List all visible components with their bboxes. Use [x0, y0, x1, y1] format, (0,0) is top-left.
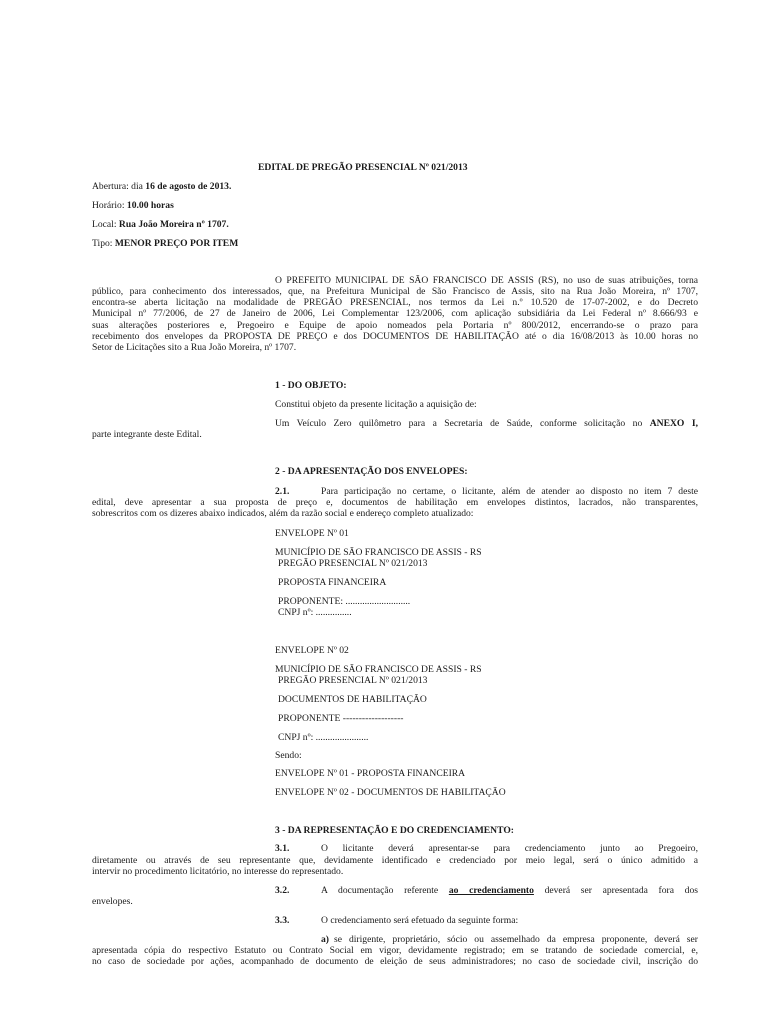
item-number-3-1: 3.1. — [275, 843, 290, 854]
sendo-label: Sendo: — [275, 750, 302, 761]
envelope-1-cnpj: CNPJ nº: ............... — [278, 607, 352, 618]
intro-line: público, para conhecimento dos interessados, que, na Prefeitura Municipal de São Francisco de Assis, sito na Rua João Moreira, nº 1707, — [92, 286, 698, 297]
envelope-2-proponente: PROPONENTE ------------------- — [278, 713, 404, 724]
intro-line: Municipal nº 77/2006, de 27 de Janeiro de 2006, Lei Complementar 123/2006, com aplicação subsidiária da Lei Federal nº 8.666/93 e — [92, 308, 698, 319]
section-1-text: Constitui objeto da presente licitação a aquisição de: — [275, 399, 477, 410]
paragraph-line: se dirigente, proprietário, sócio ou assemelhado da empresa proponente, deverá ser — [334, 934, 698, 945]
section-1-object-cont: parte integrante deste Edital. — [92, 429, 202, 440]
paragraph-line: O credenciamento será efetuado da seguinte forma: — [321, 915, 519, 926]
item-number-3-3: 3.3. — [275, 915, 290, 926]
abertura-line — [92, 181, 231, 193]
text-part: A documentação referente — [321, 885, 439, 896]
paragraph-line — [321, 885, 698, 896]
paragraph-line: edital, deve apresentar a sua proposta de preço e, documentos de habilitação em envelopes distintos, lacrados, não transparentes, — [92, 497, 698, 508]
tipo-label: Tipo: — [92, 238, 115, 249]
local-label: Local: — [92, 219, 119, 230]
tipo-line — [92, 238, 238, 250]
envelope-2-cnpj: CNPJ nº: ...................... — [278, 732, 369, 743]
sendo-item-1: ENVELOPE Nº 01 - PROPOSTA FINANCEIRA — [275, 768, 466, 779]
intro-line: encontra-se aberta licitação na modalidade de PREGÃO PRESENCIAL, nos termos da Lei n.º 10.520 de 17-07-2002, e do Decreto — [92, 297, 698, 308]
intro-line: Setor de Licitações sito a Rua João Moreira, nº 1707. — [92, 342, 297, 353]
item-letter-a: a) — [321, 934, 329, 945]
paragraph-line: envelopes. — [92, 896, 133, 907]
section-2-heading: 2 - DA APRESENTAÇÃO DOS ENVELOPES: — [275, 466, 468, 477]
text-part: deverá ser apresentada fora dos — [544, 885, 698, 896]
envelope-1-pregao: PREGÃO PRESENCIAL Nº 021/2013 — [278, 558, 428, 569]
horario-value: 10.00 horas — [126, 200, 174, 211]
item-number-2-1: 2.1. — [275, 486, 290, 497]
envelope-2-pregao: PREGÃO PRESENCIAL Nº 021/2013 — [278, 675, 428, 686]
section-1-object-line — [275, 418, 698, 429]
paragraph-line: intervir no procedimento licitatório, no interesse do representado. — [92, 866, 344, 877]
paragraph-line: no caso de sociedade por ações, acompanhado de documento de eleição de seus administradores; no caso de sociedade civil, inscrição do — [92, 956, 698, 967]
paragraph-line: diretamente ou através de seu representante que, devidamente identificado e credenciado por meio legal, será o único admitido a — [92, 855, 698, 866]
intro-line: suas alterações posteriores e, Pregoeiro e Equipe de apoio nomeados pela Portaria nº 800/2012, encerrando-se o prazo para — [92, 320, 698, 331]
document-title: EDITAL DE PREGÃO PRESENCIAL Nº 021/2013 — [258, 162, 468, 173]
envelope-1-proponente: PROPONENTE: ........................... — [278, 596, 411, 607]
envelope-2-municipio: MUNICÍPIO DE SÃO FRANCISCO DE ASSIS - RS — [275, 664, 482, 675]
section-3-heading: 3 - DA REPRESENTAÇÃO E DO CREDENCIAMENTO: — [275, 825, 514, 836]
horario-line — [92, 200, 174, 212]
horario-label: Horário: — [92, 200, 127, 211]
paragraph-line: sobrescritos com os dizeres abaixo indicados, além da razão social e endereço completo atualizado: — [92, 508, 474, 519]
paragraph-line: O licitante deverá apresentar-se para credenciamento junto ao Pregoeiro, — [321, 843, 698, 854]
sendo-item-2: ENVELOPE Nº 02 - DOCUMENTOS DE HABILITAÇÃO — [275, 787, 506, 798]
envelope-1-municipio: MUNICÍPIO DE SÃO FRANCISCO DE ASSIS - RS — [275, 547, 482, 558]
abertura-label: Abertura: dia — [92, 181, 146, 192]
envelope-1-tipo: PROPOSTA FINANCEIRA — [278, 577, 387, 588]
envelope-2-title: ENVELOPE Nº 02 — [275, 645, 349, 656]
credenciamento-emphasis: ao credenciamento — [448, 885, 534, 896]
envelope-1-title: ENVELOPE Nº 01 — [275, 528, 349, 539]
intro-line: O PREFEITO MUNICIPAL DE SÃO FRANCISCO DE ASSIS (RS), no uso de suas atribuições, torna — [275, 275, 698, 286]
intro-line: recebimento dos envelopes da PROPOSTA DE PREÇO e dos DOCUMENTOS DE HABILITAÇÃO até o dia 16/08/2013 às 10.00 horas no — [92, 331, 698, 342]
section-1-heading: 1 - DO OBJETO: — [275, 380, 347, 391]
tipo-value: MENOR PREÇO POR ITEM — [114, 238, 239, 249]
abertura-value: 16 de agosto de 2013. — [145, 181, 232, 192]
paragraph-line: Para participação no certame, o licitante, além de atender ao disposto no item 7 deste — [321, 486, 698, 497]
paragraph-line: apresentada cópia do respectivo Estatuto ou Contrato Social em vigor, devidamente registrado; em se tratando de sociedade comercial, e, — [92, 945, 698, 956]
local-value: Rua João Moreira nº 1707. — [118, 219, 229, 230]
item-number-3-2: 3.2. — [275, 885, 290, 896]
local-line — [92, 219, 229, 231]
object-text: Um Veículo Zero quilômetro para a Secretaria de Saúde, conforme solicitação no — [275, 418, 643, 429]
envelope-2-tipo: DOCUMENTOS DE HABILITAÇÃO — [278, 694, 427, 705]
anexo-reference: ANEXO I, — [649, 418, 698, 429]
